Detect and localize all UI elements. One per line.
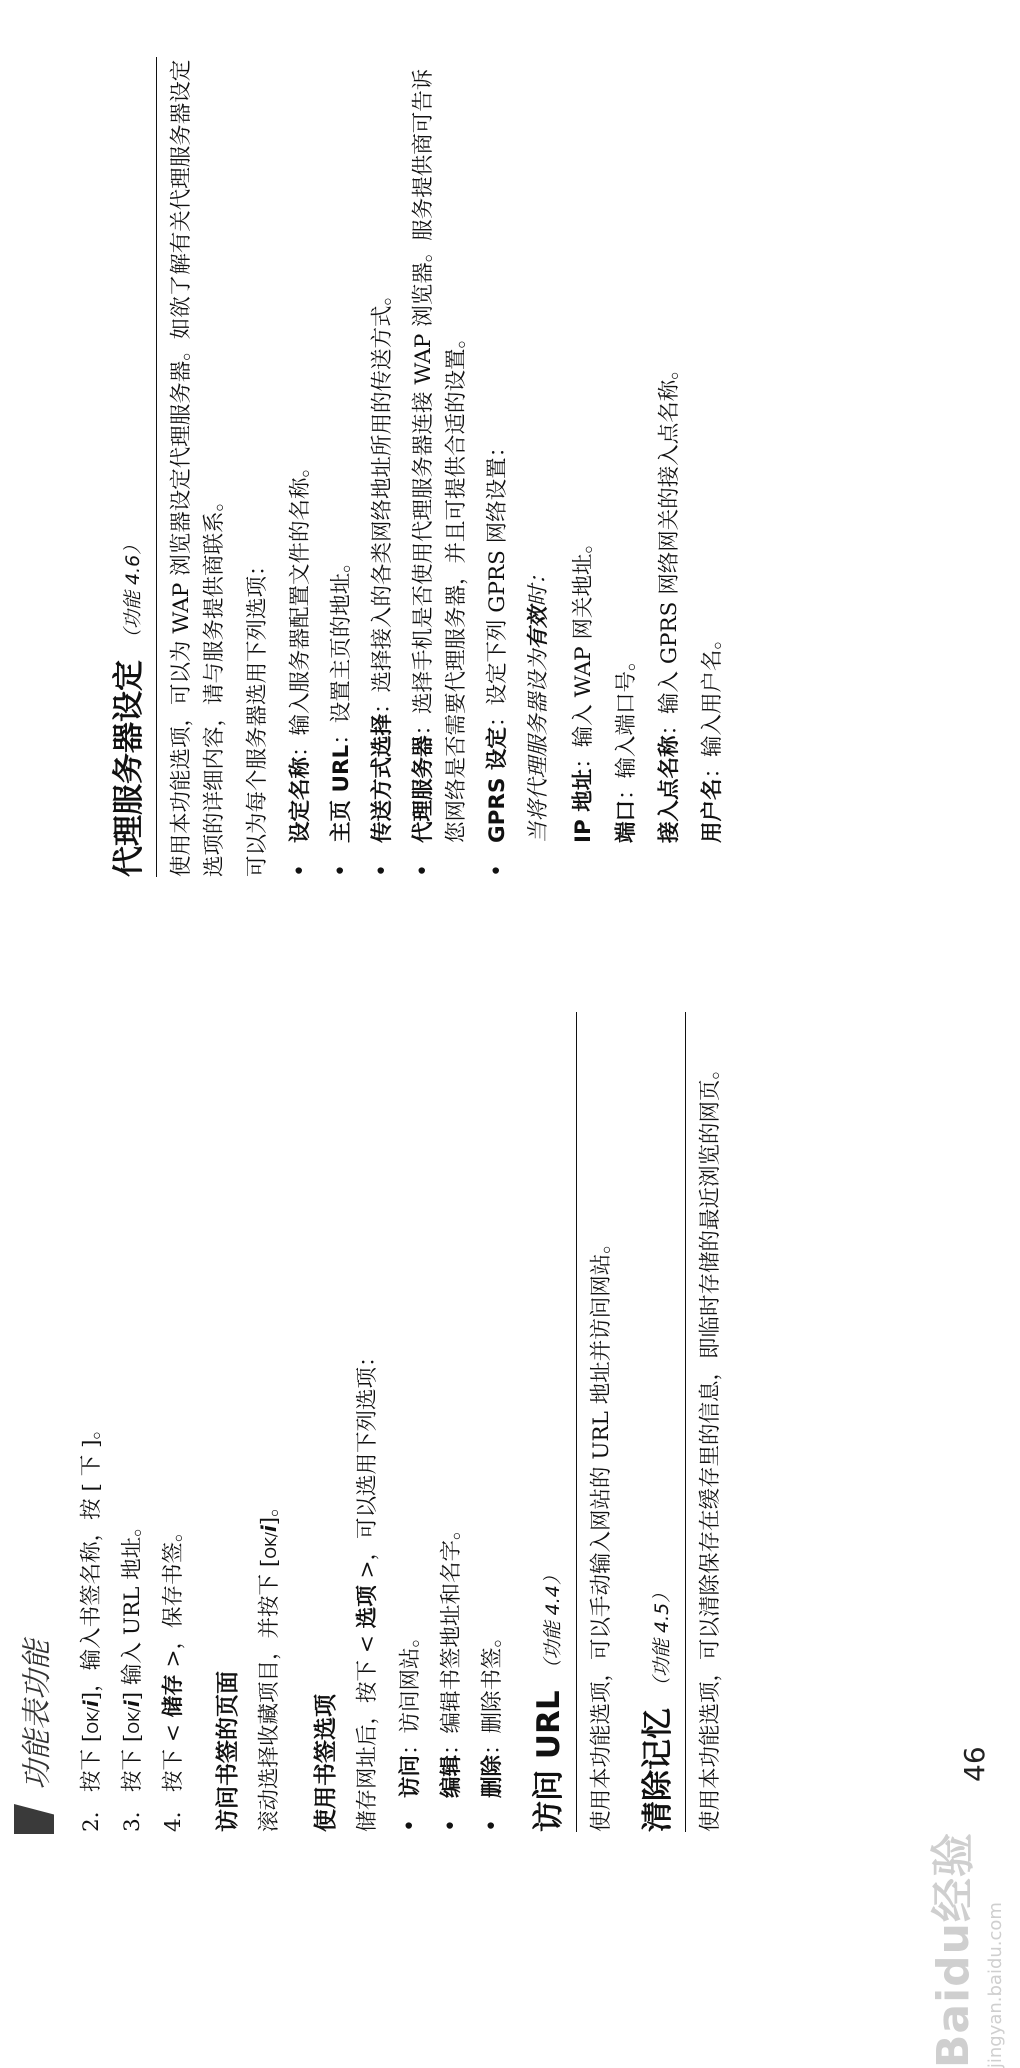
step-number: 2.: [79, 1811, 104, 1832]
visit-bookmark-text: 滚动选择收藏项目，并按下 [OK/i]。: [257, 1495, 282, 1832]
right-column: [105, 57, 739, 877]
section-title-visit-url: 访问 URL（功能 4.4）: [533, 1012, 577, 1832]
ok-key-icon: OK/i: [257, 1525, 281, 1559]
left-column: [75, 1012, 737, 1832]
bullet-icon: •: [288, 864, 313, 877]
step-3: [116, 1012, 151, 1832]
step-text: 按下 [OK/i]，输入书签名称，按 [ 下 ]。: [79, 1418, 104, 1792]
definition-item: IP 地址 ：输入 WAP 网关地址。: [571, 532, 596, 843]
step-2: [75, 1012, 110, 1832]
step-number: 3.: [120, 1811, 145, 1832]
bullet-icon: •: [439, 1819, 464, 1832]
header-bar-decoration: [14, 1804, 54, 1834]
clear-cache-text: 使用本功能选项，可以清除保存在缓存里的信息，即临时存储的最近浏览的网页。: [698, 1057, 723, 1832]
header-title: 功能表功能: [20, 1640, 55, 1790]
section-title-bookmark-options: 使用书签选项: [313, 1694, 339, 1832]
section-title-proxy: 代理服务器设定（功能 4.6）: [113, 57, 157, 877]
list-item: • 删除：删除书签。: [476, 1012, 509, 1832]
proxy-intro: 使用本功能选项，可以为 WAP 浏览器设定代理服务器。如欲了解有关代理服务器设定选项的详细内容，请与服务提供商联系。: [169, 59, 227, 877]
list-item: • GPRS 设定：设定下列 GPRS 网络设置：: [481, 57, 514, 877]
page-header: [12, 1640, 56, 1834]
visit-url-text: 使用本功能选项，可以手动输入网站的 URL 地址并访问网站。: [589, 1232, 614, 1832]
ok-key-icon: OK/i: [120, 1700, 144, 1734]
watermark-url: jingyan.baidu.com: [985, 1902, 1006, 2068]
bookmark-options-intro: 储存网址后，按下 < 选项 >，可以选用下列选项：: [355, 1345, 380, 1832]
step-text: 按下 [OK/i] 输入 URL 地址。: [120, 1515, 145, 1792]
bullet-icon: •: [370, 864, 395, 877]
watermark-logo: Baidu经验: [928, 1832, 979, 2068]
proxy-lead: 可以为每个服务器选用下列选项：: [245, 554, 270, 877]
page-number: 46: [958, 1746, 991, 1782]
bullet-icon: •: [411, 864, 436, 877]
section-title-clear-cache: 清除记忆（功能 4.5）: [642, 1012, 686, 1832]
definition-item: 端口 ：输入端口号。: [614, 649, 639, 843]
list-item: • 访问：访问网站。: [394, 1012, 427, 1832]
list-item: • 设定名称：输入服务器配置文件的名称。: [284, 57, 317, 877]
section-title-visit-bookmark: 访问书签的页面: [215, 1671, 241, 1832]
bullet-icon: •: [480, 1819, 505, 1832]
list-item: • 传送方式选择：选择接入的各类网络地址所用的传送方式。: [366, 57, 399, 877]
ok-key-icon: OK/i: [79, 1700, 103, 1734]
proxy-active-note: 当将代理服务器设为有效时：: [526, 563, 551, 843]
step-number: 4.: [161, 1811, 186, 1832]
list-item: • 主页 URL：设置主页的地址。: [325, 57, 358, 877]
bullet-icon: •: [398, 1819, 423, 1832]
step-4: [157, 1012, 190, 1832]
step-text: 按下 < 储存 >，保存书签。: [161, 1520, 186, 1792]
bullet-icon: •: [485, 864, 510, 877]
bullet-icon: •: [329, 864, 354, 877]
definition-item: 接入点名称 ：输入 GPRS 网络网关的接入点名称。: [657, 358, 682, 843]
list-item: • 编辑：编辑书签地址和名字。: [435, 1012, 468, 1832]
definition-item: 用户名 ：输入用户名。: [700, 627, 725, 843]
watermark: [860, 1602, 1020, 2068]
list-item: • 代理服务器：选择手机是否使用代理服务器连接 WAP 浏览器。服务提供商可告诉您网络是否需要代理服务器，并且可提供合适的设置。: [407, 57, 473, 877]
